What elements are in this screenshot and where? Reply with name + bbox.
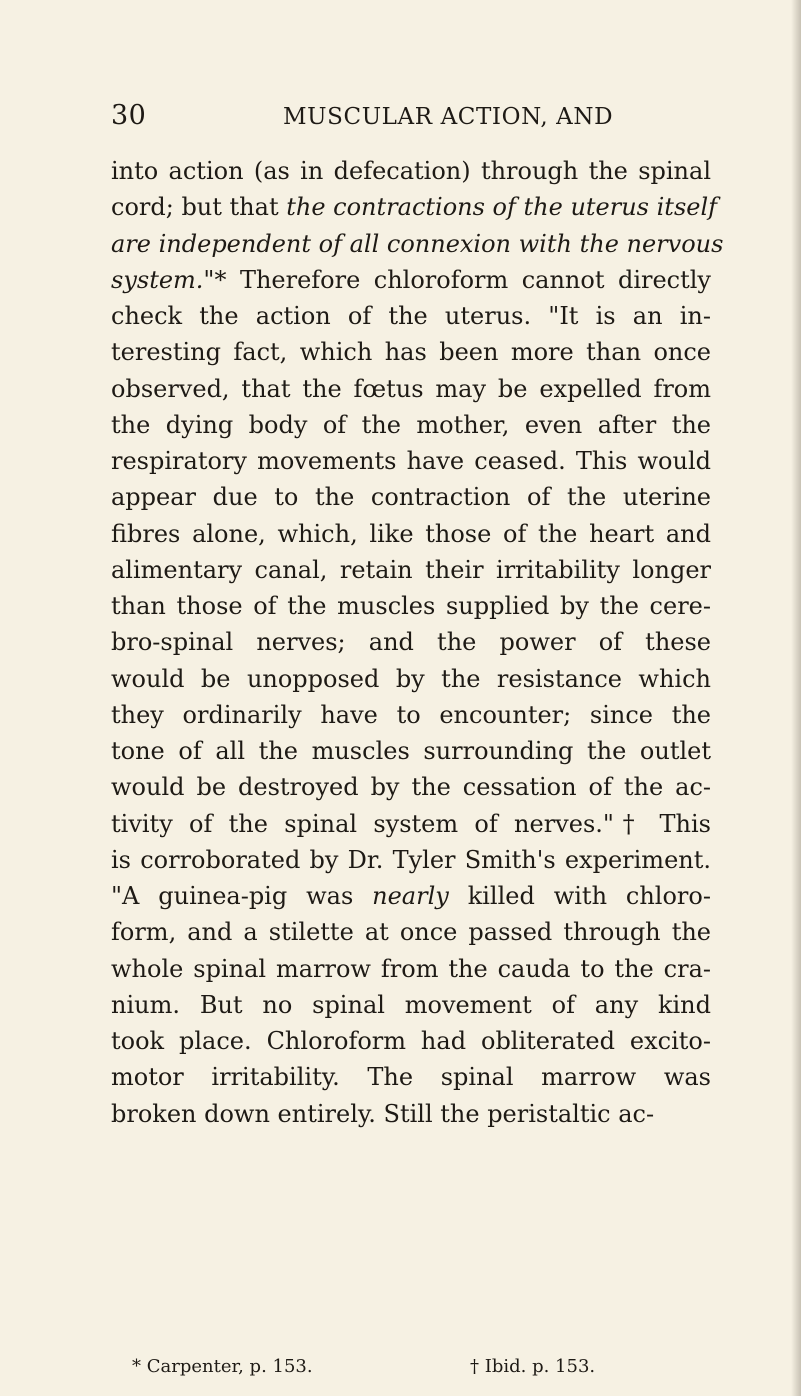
text-line: observed, that the fœtus may be expelled from [111, 374, 711, 403]
body-text [111, 153, 724, 1132]
text-line: bro-spinal nerves; and the power of these [111, 628, 711, 657]
text-line: respiratory movements have ceased. This would [111, 447, 711, 475]
text-line: than those of the muscles supplied by the cere- [111, 592, 711, 620]
page-header [111, 100, 706, 140]
text-line [111, 226, 724, 262]
text-line: they ordinarily have to encounter; since the [111, 700, 711, 729]
text-line: teresting fact, which has been more than once [111, 338, 711, 367]
text-line: alimentary canal, retain their irritability longer [111, 555, 711, 584]
emphasis-text: system."* [111, 265, 227, 294]
text-line: tivity of the spinal system of nerves."† This [111, 809, 711, 838]
text-line: appear due to the contraction of the uterine [111, 483, 711, 512]
text-line: is corroborated by Dr. Tyler Smith's experiment. [111, 845, 711, 874]
text-line: would be destroyed by the cessation of the ac- [111, 773, 711, 802]
text-line: the dying body of the mother, even after the [111, 410, 711, 439]
text-line: would be unopposed by the resistance which [111, 664, 711, 693]
emphasis-text: nearly [372, 882, 449, 910]
text-line: took place. Chloroform had obliterated excito- [111, 1027, 711, 1055]
page-number: 30 [111, 100, 147, 131]
text-line: "A guinea-pig was nearly killed with chloro- [111, 882, 711, 910]
footnote-carpenter: * Carpenter, p. 153. [132, 1356, 313, 1377]
text-line: tone of all the muscles surrounding the outlet [111, 737, 711, 765]
text-line: form, and a stilette at once passed through the [111, 918, 711, 947]
text-line: cord; but that the contractions of the uterus itself [111, 193, 718, 222]
text-line: whole spinal marrow from the cauda to the cra- [111, 954, 711, 983]
text-line: into action (as in defecation) through the spinal [111, 157, 711, 185]
text-line: nium. But no spinal movement of any kind [111, 990, 711, 1019]
text-line: broken down entirely. Still the peristaltic ac- [111, 1099, 655, 1128]
text-line: system."* Therefore chloroform cannot directly [111, 265, 711, 294]
page-edge-shadow [791, 0, 801, 1396]
text-line: fibres alone, which, like those of the heart and [111, 519, 711, 548]
emphasis-text: are independent of all connexion with the nervous [111, 229, 724, 258]
running-head: MUSCULAR ACTION, AND [283, 104, 614, 130]
emphasis-text: the contractions of the uterus itself [286, 193, 718, 222]
text-line: check the action of the uterus. "It is an in- [111, 302, 711, 330]
text-line: motor irritability. The spinal marrow was [111, 1063, 711, 1092]
footnote-ibid: † Ibid. p. 153. [470, 1356, 596, 1377]
